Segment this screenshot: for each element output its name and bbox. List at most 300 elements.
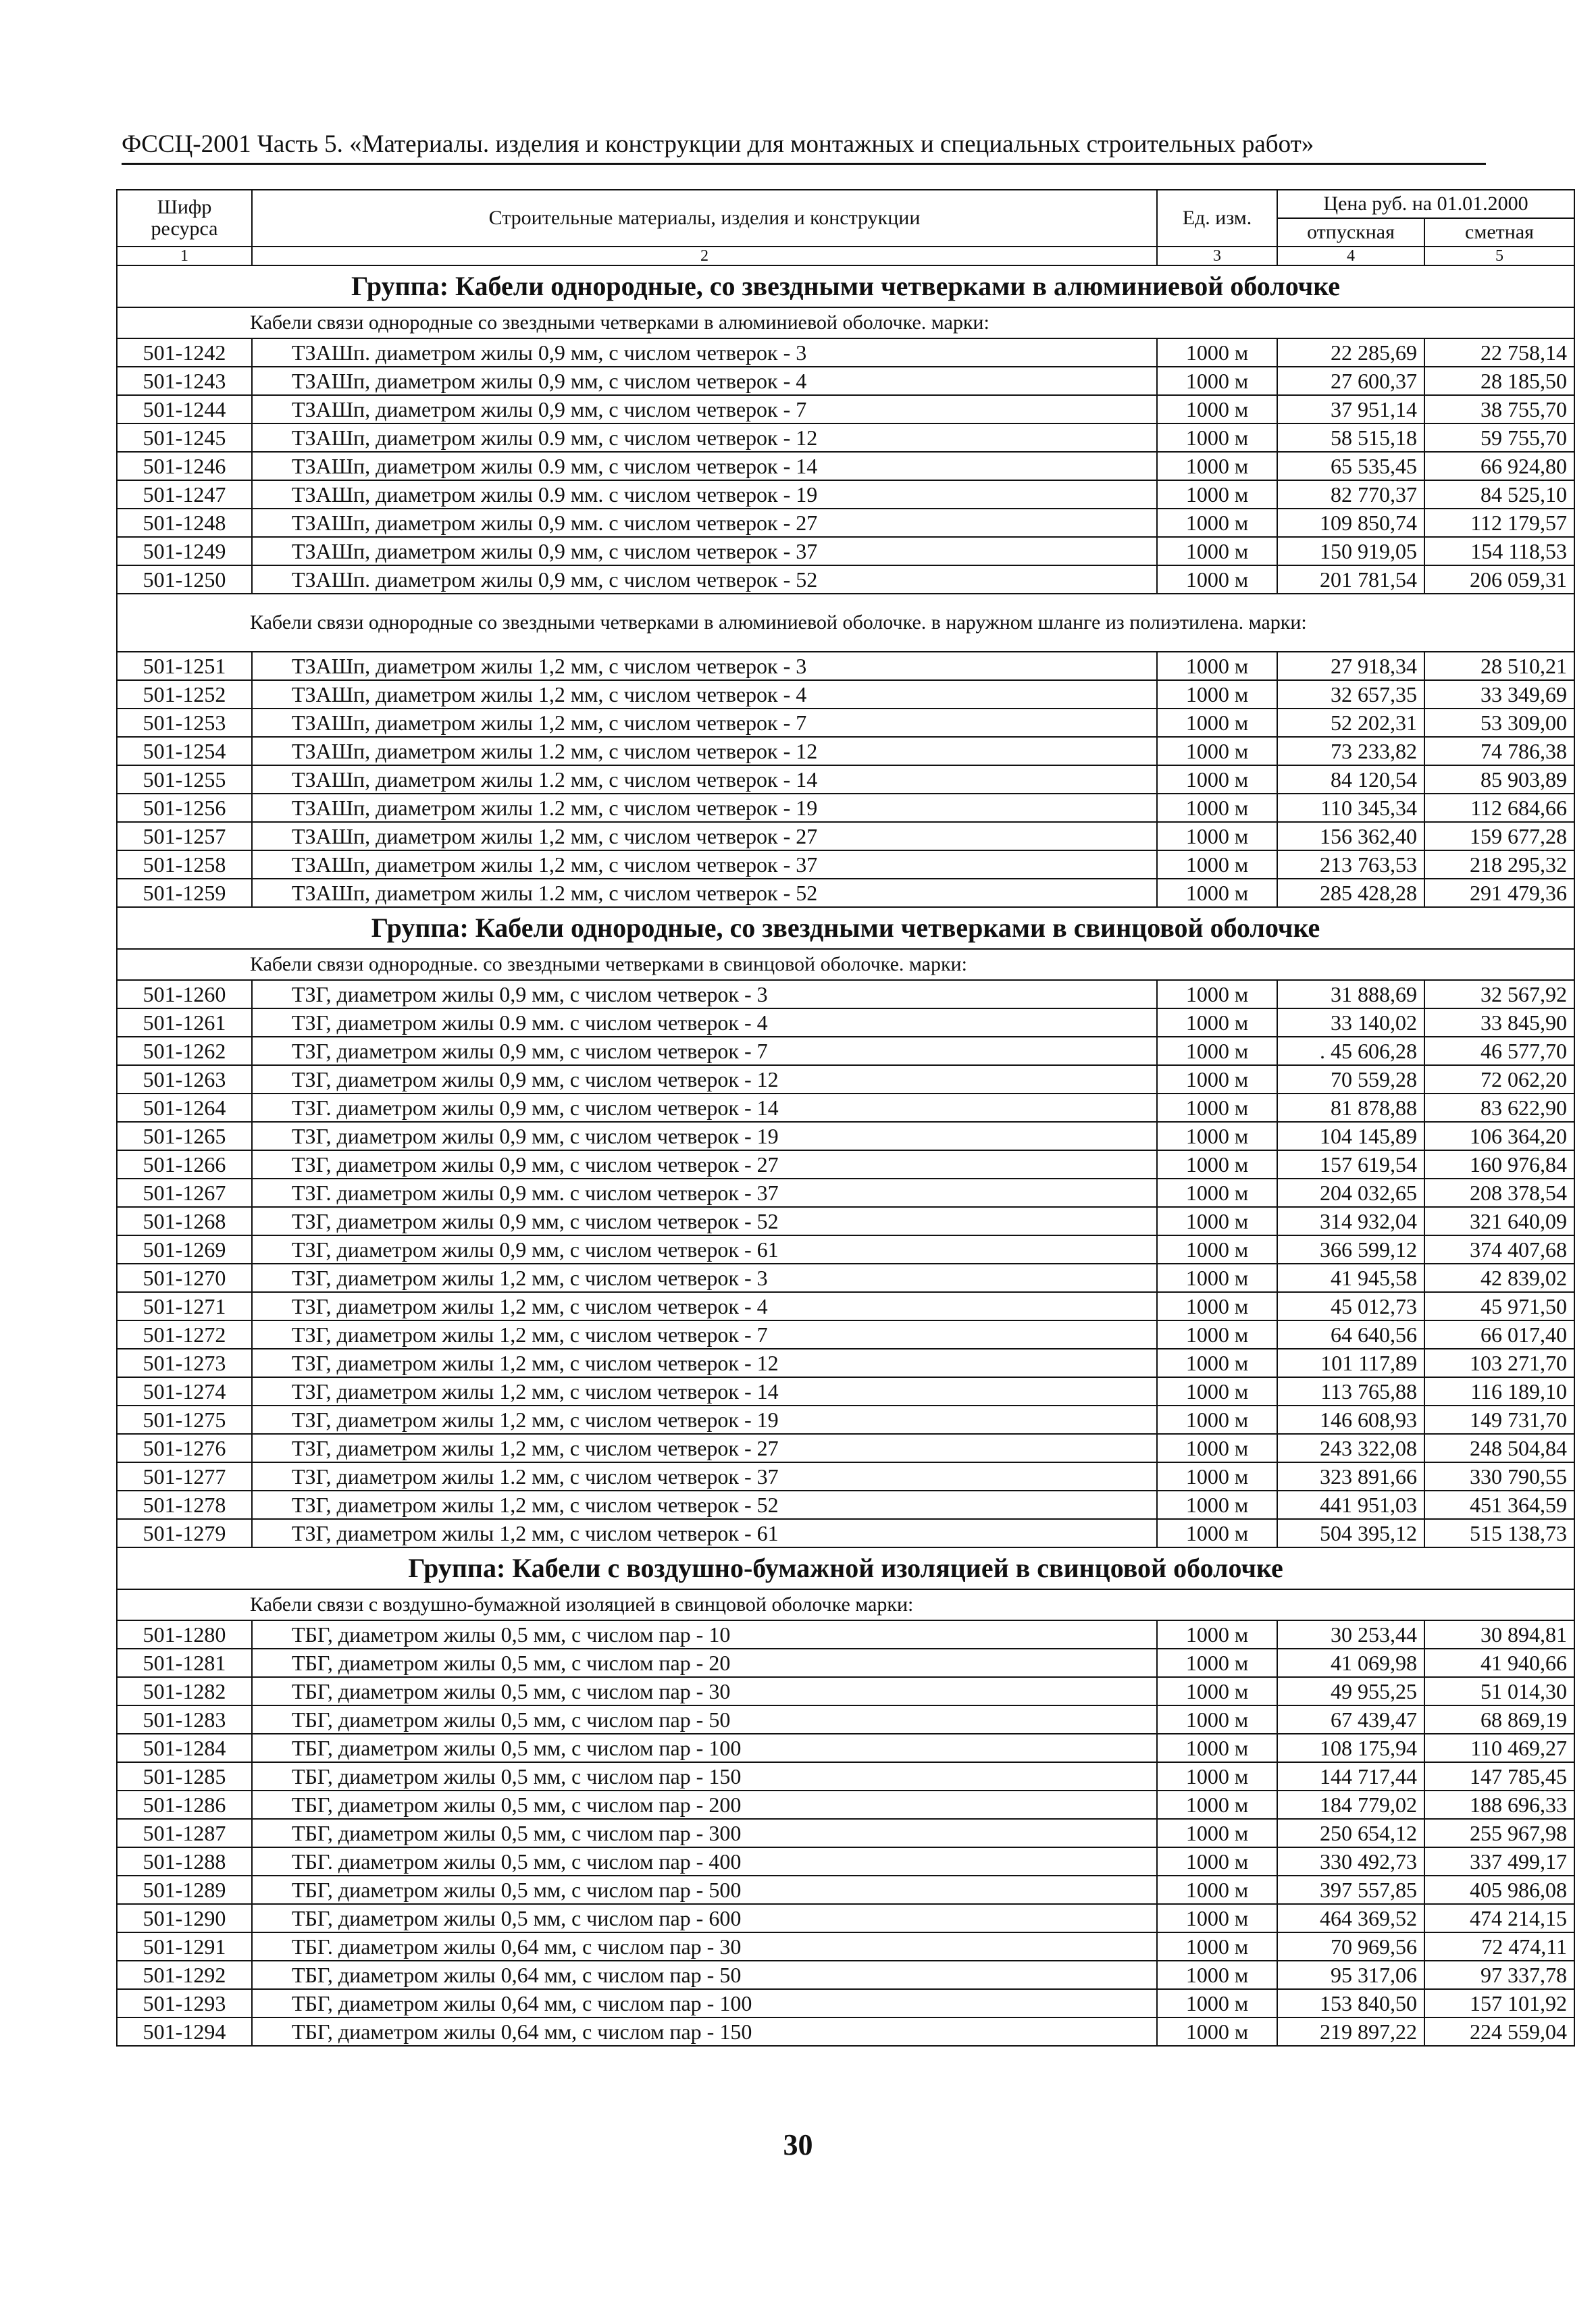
resource-code: 501-1288 bbox=[117, 1847, 252, 1876]
sale-price: 441 951,03 bbox=[1277, 1491, 1424, 1519]
resource-code: 501-1259 bbox=[117, 879, 252, 907]
material-name: ТЗГ, диаметром жилы 0,9 мм, с числом четверок - 27 bbox=[252, 1150, 1157, 1179]
table-row bbox=[117, 879, 1574, 907]
estimate-price: 218 295,32 bbox=[1424, 850, 1574, 879]
material-name: ТЗАШп, диаметром жилы 0.9 мм, с числом четверок - 12 bbox=[252, 423, 1157, 452]
estimate-price: 157 101,92 bbox=[1424, 1989, 1574, 2017]
estimate-price: 38 755,70 bbox=[1424, 395, 1574, 423]
estimate-price: 374 407,68 bbox=[1424, 1235, 1574, 1264]
estimate-price: 66 017,40 bbox=[1424, 1320, 1574, 1349]
table-row bbox=[117, 1122, 1574, 1150]
resource-code: 501-1244 bbox=[117, 395, 252, 423]
material-name: ТБГ, диаметром жилы 0,5 мм, с числом пар - 30 bbox=[252, 1677, 1157, 1705]
resource-code: 501-1287 bbox=[117, 1819, 252, 1847]
unit-of-measure: 1000 м bbox=[1157, 1519, 1277, 1547]
unit-of-measure: 1000 м bbox=[1157, 480, 1277, 509]
sale-price: 82 770,37 bbox=[1277, 480, 1424, 509]
table-row bbox=[117, 1207, 1574, 1235]
resource-code: 501-1282 bbox=[117, 1677, 252, 1705]
header-code: Шифр ресурса bbox=[117, 190, 252, 247]
sale-price: 109 850,74 bbox=[1277, 509, 1424, 537]
material-name: ТЗГ, диаметром жилы 1,2 мм, с числом четверок - 3 bbox=[252, 1264, 1157, 1292]
table-row bbox=[117, 367, 1574, 395]
table-row bbox=[117, 1620, 1574, 1649]
unit-of-measure: 1000 м bbox=[1157, 1150, 1277, 1179]
unit-of-measure: 1000 м bbox=[1157, 1491, 1277, 1519]
resource-code: 501-1269 bbox=[117, 1235, 252, 1264]
unit-of-measure: 1000 м bbox=[1157, 1932, 1277, 1961]
unit-of-measure: 1000 м bbox=[1157, 1264, 1277, 1292]
unit-of-measure: 1000 м bbox=[1157, 1320, 1277, 1349]
page-number: 30 bbox=[783, 2128, 813, 2161]
estimate-price: 45 971,50 bbox=[1424, 1292, 1574, 1320]
material-name: ТЗАШп, диаметром жилы 0.9 мм. с числом четверок - 19 bbox=[252, 480, 1157, 509]
estimate-price: 515 138,73 bbox=[1424, 1519, 1574, 1547]
table-row bbox=[117, 794, 1574, 822]
table-row bbox=[117, 1904, 1574, 1932]
group-title-row bbox=[117, 1547, 1574, 1589]
material-name: ТЗАШп, диаметром жилы 1.2 мм, с числом четверок - 19 bbox=[252, 794, 1157, 822]
sale-price: 49 955,25 bbox=[1277, 1677, 1424, 1705]
material-name: ТЗАШп, диаметром жилы 0.9 мм, с числом четверок - 14 bbox=[252, 452, 1157, 480]
sale-price: 41 945,58 bbox=[1277, 1264, 1424, 1292]
estimate-price: 451 364,59 bbox=[1424, 1491, 1574, 1519]
resource-code: 501-1255 bbox=[117, 765, 252, 794]
table-row bbox=[117, 1932, 1574, 1961]
unit-of-measure: 1000 м bbox=[1157, 1904, 1277, 1932]
sale-price: 330 492,73 bbox=[1277, 1847, 1424, 1876]
table-row bbox=[117, 2017, 1574, 2046]
resource-code: 501-1264 bbox=[117, 1094, 252, 1122]
table-row bbox=[117, 1876, 1574, 1904]
table-row bbox=[117, 1491, 1574, 1519]
table-row bbox=[117, 1150, 1574, 1179]
group-title: Группа: Кабели однородные, со звездными четверками в алюминиевой оболочке bbox=[117, 265, 1574, 307]
unit-of-measure: 1000 м bbox=[1157, 537, 1277, 565]
sale-price: 144 717,44 bbox=[1277, 1762, 1424, 1791]
estimate-price: 32 567,92 bbox=[1424, 980, 1574, 1008]
sale-price: 219 897,22 bbox=[1277, 2017, 1424, 2046]
table-row bbox=[117, 338, 1574, 367]
estimate-price: 42 839,02 bbox=[1424, 1264, 1574, 1292]
unit-of-measure: 1000 м bbox=[1157, 1677, 1277, 1705]
unit-of-measure: 1000 м bbox=[1157, 765, 1277, 794]
unit-of-measure: 1000 м bbox=[1157, 1847, 1277, 1876]
material-name: ТЗАШп, диаметром жилы 1.2 мм, с числом четверок - 14 bbox=[252, 765, 1157, 794]
material-name: ТЗГ, диаметром жилы 1,2 мм, с числом четверок - 19 bbox=[252, 1406, 1157, 1434]
estimate-price: 112 684,66 bbox=[1424, 794, 1574, 822]
table-row bbox=[117, 1377, 1574, 1406]
subsection-title: Кабели связи однородные со звездными четверками в алюминиевой оболочке. марки: bbox=[117, 307, 1574, 338]
group-title-row bbox=[117, 265, 1574, 307]
resource-code: 501-1270 bbox=[117, 1264, 252, 1292]
sale-price: 33 140,02 bbox=[1277, 1008, 1424, 1037]
sale-price: 204 032,65 bbox=[1277, 1179, 1424, 1207]
group-title: Группа: Кабели с воздушно-бумажной изоляцией в свинцовой оболочке bbox=[117, 1547, 1574, 1589]
table-row bbox=[117, 537, 1574, 565]
sale-price: 22 285,69 bbox=[1277, 338, 1424, 367]
unit-of-measure: 1000 м bbox=[1157, 850, 1277, 879]
table-header bbox=[117, 190, 1574, 265]
material-name: ТЗГ, диаметром жилы 0.9 мм. с числом четверок - 4 bbox=[252, 1008, 1157, 1037]
estimate-price: 84 525,10 bbox=[1424, 480, 1574, 509]
table-row bbox=[117, 980, 1574, 1008]
sale-price: 37 951,14 bbox=[1277, 395, 1424, 423]
sale-price: 110 345,34 bbox=[1277, 794, 1424, 822]
sale-price: 64 640,56 bbox=[1277, 1320, 1424, 1349]
table-row bbox=[117, 1961, 1574, 1989]
sale-price: 243 322,08 bbox=[1277, 1434, 1424, 1462]
material-name: ТЗАШп, диаметром жилы 0,9 мм, с числом четверок - 37 bbox=[252, 537, 1157, 565]
resource-code: 501-1271 bbox=[117, 1292, 252, 1320]
subsection-title: Кабели связи однородные со звездными четверками в алюминиевой оболочке. в наружном шланге из полиэтилена. марки: bbox=[117, 594, 1574, 652]
unit-of-measure: 1000 м bbox=[1157, 1377, 1277, 1406]
resource-code: 501-1254 bbox=[117, 737, 252, 765]
unit-of-measure: 1000 м bbox=[1157, 2017, 1277, 2046]
estimate-price: 22 758,14 bbox=[1424, 338, 1574, 367]
estimate-price: 59 755,70 bbox=[1424, 423, 1574, 452]
unit-of-measure: 1000 м bbox=[1157, 509, 1277, 537]
estimate-price: 83 622,90 bbox=[1424, 1094, 1574, 1122]
table-row bbox=[117, 1989, 1574, 2017]
estimate-price: 291 479,36 bbox=[1424, 879, 1574, 907]
material-name: ТБГ, диаметром жилы 0,5 мм, с числом пар - 150 bbox=[252, 1762, 1157, 1791]
unit-of-measure: 1000 м bbox=[1157, 1762, 1277, 1791]
unit-of-measure: 1000 м bbox=[1157, 1462, 1277, 1491]
resource-code: 501-1275 bbox=[117, 1406, 252, 1434]
subsection-title-row bbox=[117, 1589, 1574, 1620]
table-row bbox=[117, 1264, 1574, 1292]
material-name: ТБГ, диаметром жилы 0,5 мм, с числом пар - 200 bbox=[252, 1791, 1157, 1819]
table-row bbox=[117, 1179, 1574, 1207]
material-name: ТБГ, диаметром жилы 0,5 мм, с числом пар - 300 bbox=[252, 1819, 1157, 1847]
sale-price: 397 557,85 bbox=[1277, 1876, 1424, 1904]
material-name: ТБГ, диаметром жилы 0,5 мм, с числом пар - 600 bbox=[252, 1904, 1157, 1932]
sale-price: 213 763,53 bbox=[1277, 850, 1424, 879]
header-sale-price: отпускная bbox=[1277, 218, 1424, 247]
resource-code: 501-1273 bbox=[117, 1349, 252, 1377]
material-name: ТЗГ, диаметром жилы 1,2 мм, с числом четверок - 4 bbox=[252, 1292, 1157, 1320]
estimate-price: 149 731,70 bbox=[1424, 1406, 1574, 1434]
table-row bbox=[117, 1094, 1574, 1122]
sale-price: 146 608,93 bbox=[1277, 1406, 1424, 1434]
unit-of-measure: 1000 м bbox=[1157, 338, 1277, 367]
sale-price: 464 369,52 bbox=[1277, 1904, 1424, 1932]
unit-of-measure: 1000 м bbox=[1157, 1349, 1277, 1377]
unit-of-measure: 1000 м bbox=[1157, 1235, 1277, 1264]
estimate-price: 160 976,84 bbox=[1424, 1150, 1574, 1179]
table-row bbox=[117, 1320, 1574, 1349]
unit-of-measure: 1000 м bbox=[1157, 1620, 1277, 1649]
unit-of-measure: 1000 м bbox=[1157, 1791, 1277, 1819]
estimate-price: 28 510,21 bbox=[1424, 652, 1574, 680]
resource-code: 501-1281 bbox=[117, 1649, 252, 1677]
material-name: ТЗГ, диаметром жилы 0,9 мм, с числом четверок - 3 bbox=[252, 980, 1157, 1008]
sale-price: 157 619,54 bbox=[1277, 1150, 1424, 1179]
estimate-price: 103 271,70 bbox=[1424, 1349, 1574, 1377]
resource-code: 501-1285 bbox=[117, 1762, 252, 1791]
sale-price: 52 202,31 bbox=[1277, 709, 1424, 737]
unit-of-measure: 1000 м bbox=[1157, 1876, 1277, 1904]
estimate-price: 405 986,08 bbox=[1424, 1876, 1574, 1904]
table-row bbox=[117, 1847, 1574, 1876]
table-row bbox=[117, 1406, 1574, 1434]
resource-code: 501-1256 bbox=[117, 794, 252, 822]
resource-code: 501-1267 bbox=[117, 1179, 252, 1207]
column-number: 2 bbox=[252, 247, 1157, 265]
estimate-price: 337 499,17 bbox=[1424, 1847, 1574, 1876]
unit-of-measure: 1000 м bbox=[1157, 1734, 1277, 1762]
table-row bbox=[117, 1762, 1574, 1791]
table-row bbox=[117, 480, 1574, 509]
sale-price: 58 515,18 bbox=[1277, 423, 1424, 452]
resource-code: 501-1278 bbox=[117, 1491, 252, 1519]
estimate-price: 321 640,09 bbox=[1424, 1207, 1574, 1235]
resource-code: 501-1284 bbox=[117, 1734, 252, 1762]
table-body bbox=[117, 265, 1574, 2046]
unit-of-measure: 1000 м bbox=[1157, 980, 1277, 1008]
resource-code: 501-1258 bbox=[117, 850, 252, 879]
resource-code: 501-1262 bbox=[117, 1037, 252, 1065]
material-name: ТЗГ, диаметром жилы 0,9 мм, с числом четверок - 7 bbox=[252, 1037, 1157, 1065]
sale-price: 27 918,34 bbox=[1277, 652, 1424, 680]
table-row bbox=[117, 1519, 1574, 1547]
material-name: ТЗАШп, диаметром жилы 0,9 мм, с числом четверок - 7 bbox=[252, 395, 1157, 423]
subsection-title-row bbox=[117, 307, 1574, 338]
unit-of-measure: 1000 м bbox=[1157, 1037, 1277, 1065]
sale-price: 323 891,66 bbox=[1277, 1462, 1424, 1491]
material-name: ТЗАШп, диаметром жилы 0,9 мм, с числом четверок - 4 bbox=[252, 367, 1157, 395]
table-row bbox=[117, 765, 1574, 794]
material-name: ТБГ, диаметром жилы 0,64 мм, с числом пар - 50 bbox=[252, 1961, 1157, 1989]
column-number: 4 bbox=[1277, 247, 1424, 265]
resource-code: 501-1265 bbox=[117, 1122, 252, 1150]
resource-code: 501-1250 bbox=[117, 565, 252, 594]
table-row bbox=[117, 509, 1574, 537]
material-name: ТБГ, диаметром жилы 0,5 мм, с числом пар - 100 bbox=[252, 1734, 1157, 1762]
material-name: ТБГ, диаметром жилы 0,5 мм, с числом пар - 20 bbox=[252, 1649, 1157, 1677]
estimate-price: 68 869,19 bbox=[1424, 1705, 1574, 1734]
resource-code: 501-1253 bbox=[117, 709, 252, 737]
material-name: ТЗГ. диаметром жилы 0,9 мм, с числом четверок - 14 bbox=[252, 1094, 1157, 1122]
resource-code: 501-1268 bbox=[117, 1207, 252, 1235]
unit-of-measure: 1000 м bbox=[1157, 1179, 1277, 1207]
sale-price: 73 233,82 bbox=[1277, 737, 1424, 765]
material-name: ТЗГ, диаметром жилы 1,2 мм, с числом четверок - 52 bbox=[252, 1491, 1157, 1519]
header-price: Цена руб. на 01.01.2000 bbox=[1277, 190, 1574, 218]
column-number: 1 bbox=[117, 247, 252, 265]
estimate-price: 85 903,89 bbox=[1424, 765, 1574, 794]
resource-code: 501-1242 bbox=[117, 338, 252, 367]
group-title-row bbox=[117, 907, 1574, 949]
resource-code: 501-1283 bbox=[117, 1705, 252, 1734]
sale-price: 70 559,28 bbox=[1277, 1065, 1424, 1094]
sale-price: 156 362,40 bbox=[1277, 822, 1424, 850]
material-name: ТЗГ, диаметром жилы 1,2 мм, с числом четверок - 27 bbox=[252, 1434, 1157, 1462]
resource-code: 501-1290 bbox=[117, 1904, 252, 1932]
estimate-price: 110 469,27 bbox=[1424, 1734, 1574, 1762]
resource-code: 501-1272 bbox=[117, 1320, 252, 1349]
unit-of-measure: 1000 м bbox=[1157, 879, 1277, 907]
material-name: ТЗГ, диаметром жилы 1,2 мм, с числом четверок - 7 bbox=[252, 1320, 1157, 1349]
resource-code: 501-1247 bbox=[117, 480, 252, 509]
resource-code: 501-1252 bbox=[117, 680, 252, 709]
estimate-price: 33 349,69 bbox=[1424, 680, 1574, 709]
resource-code: 501-1274 bbox=[117, 1377, 252, 1406]
estimate-price: 116 189,10 bbox=[1424, 1377, 1574, 1406]
resource-code: 501-1260 bbox=[117, 980, 252, 1008]
resource-code: 501-1251 bbox=[117, 652, 252, 680]
unit-of-measure: 1000 м bbox=[1157, 1705, 1277, 1734]
sale-price: 70 969,56 bbox=[1277, 1932, 1424, 1961]
unit-of-measure: 1000 м bbox=[1157, 737, 1277, 765]
unit-of-measure: 1000 м bbox=[1157, 1207, 1277, 1235]
sale-price: 150 919,05 bbox=[1277, 537, 1424, 565]
table-row bbox=[117, 1065, 1574, 1094]
material-name: ТЗАШп, диаметром жилы 1,2 мм, с числом четверок - 37 bbox=[252, 850, 1157, 879]
material-name: ТЗГ, диаметром жилы 0,9 мм, с числом четверок - 12 bbox=[252, 1065, 1157, 1094]
unit-of-measure: 1000 м bbox=[1157, 1434, 1277, 1462]
table-row bbox=[117, 680, 1574, 709]
subsection-title: Кабели связи однородные. со звездными четверками в свинцовой оболочке. марки: bbox=[117, 949, 1574, 980]
unit-of-measure: 1000 м bbox=[1157, 565, 1277, 594]
table-row bbox=[117, 423, 1574, 452]
subsection-title-row bbox=[117, 949, 1574, 980]
sale-price: 32 657,35 bbox=[1277, 680, 1424, 709]
resource-code: 501-1246 bbox=[117, 452, 252, 480]
table-row bbox=[117, 1819, 1574, 1847]
material-name: ТЗГ, диаметром жилы 1,2 мм, с числом четверок - 12 bbox=[252, 1349, 1157, 1377]
unit-of-measure: 1000 м bbox=[1157, 1065, 1277, 1094]
unit-of-measure: 1000 м bbox=[1157, 395, 1277, 423]
material-name: ТБГ, диаметром жилы 0,5 мм, с числом пар - 500 bbox=[252, 1876, 1157, 1904]
resource-code: 501-1289 bbox=[117, 1876, 252, 1904]
subsection-title-row bbox=[117, 594, 1574, 652]
material-name: ТБГ, диаметром жилы 0,64 мм, с числом пар - 100 bbox=[252, 1989, 1157, 2017]
resource-code: 501-1294 bbox=[117, 2017, 252, 2046]
estimate-price: 224 559,04 bbox=[1424, 2017, 1574, 2046]
resource-code: 501-1261 bbox=[117, 1008, 252, 1037]
material-name: ТЗГ, диаметром жилы 1.2 мм, с числом четверок - 37 bbox=[252, 1462, 1157, 1491]
estimate-price: 51 014,30 bbox=[1424, 1677, 1574, 1705]
estimate-price: 255 967,98 bbox=[1424, 1819, 1574, 1847]
estimate-price: 206 059,31 bbox=[1424, 565, 1574, 594]
unit-of-measure: 1000 м bbox=[1157, 1961, 1277, 1989]
material-name: ТЗАШп. диаметром жилы 0,9 мм, с числом четверок - 3 bbox=[252, 338, 1157, 367]
table-row bbox=[117, 1791, 1574, 1819]
material-name: ТЗАШп, диаметром жилы 1,2 мм, с числом четверок - 7 bbox=[252, 709, 1157, 737]
resource-code: 501-1279 bbox=[117, 1519, 252, 1547]
unit-of-measure: 1000 м bbox=[1157, 367, 1277, 395]
estimate-price: 46 577,70 bbox=[1424, 1037, 1574, 1065]
unit-of-measure: 1000 м bbox=[1157, 1122, 1277, 1150]
unit-of-measure: 1000 м bbox=[1157, 1292, 1277, 1320]
unit-of-measure: 1000 м bbox=[1157, 423, 1277, 452]
resource-code: 501-1286 bbox=[117, 1791, 252, 1819]
material-name: ТЗАШп, диаметром жилы 1.2 мм, с числом четверок - 52 bbox=[252, 879, 1157, 907]
table-row bbox=[117, 1677, 1574, 1705]
material-name: ТБГ, диаметром жилы 0,5 мм, с числом пар - 10 bbox=[252, 1620, 1157, 1649]
resource-code: 501-1248 bbox=[117, 509, 252, 537]
unit-of-measure: 1000 м bbox=[1157, 1008, 1277, 1037]
sale-price: 285 428,28 bbox=[1277, 879, 1424, 907]
material-name: ТЗАШп, диаметром жилы 1,2 мм, с числом четверок - 3 bbox=[252, 652, 1157, 680]
header-estimate-price: сметная bbox=[1424, 218, 1574, 247]
unit-of-measure: 1000 м bbox=[1157, 822, 1277, 850]
unit-of-measure: 1000 м bbox=[1157, 709, 1277, 737]
unit-of-measure: 1000 м bbox=[1157, 652, 1277, 680]
sale-price: 101 117,89 bbox=[1277, 1349, 1424, 1377]
group-title: Группа: Кабели однородные, со звездными четверками в свинцовой оболочке bbox=[117, 907, 1574, 949]
unit-of-measure: 1000 м bbox=[1157, 1406, 1277, 1434]
sale-price: 45 012,73 bbox=[1277, 1292, 1424, 1320]
material-name: ТЗАШп. диаметром жилы 0,9 мм, с числом четверок - 52 bbox=[252, 565, 1157, 594]
column-number: 5 bbox=[1424, 247, 1574, 265]
sale-price: 65 535,45 bbox=[1277, 452, 1424, 480]
estimate-price: 66 924,80 bbox=[1424, 452, 1574, 480]
table-row bbox=[117, 850, 1574, 879]
sale-price: 95 317,06 bbox=[1277, 1961, 1424, 1989]
sale-price: 201 781,54 bbox=[1277, 565, 1424, 594]
table-row bbox=[117, 1037, 1574, 1065]
estimate-price: 33 845,90 bbox=[1424, 1008, 1574, 1037]
unit-of-measure: 1000 м bbox=[1157, 452, 1277, 480]
estimate-price: 154 118,53 bbox=[1424, 537, 1574, 565]
header-name: Строительные материалы, изделия и конструкции bbox=[252, 190, 1157, 247]
table-row bbox=[117, 1462, 1574, 1491]
table-row bbox=[117, 1434, 1574, 1462]
material-name: ТЗАШп, диаметром жилы 1.2 мм, с числом четверок - 12 bbox=[252, 737, 1157, 765]
sale-price: 504 395,12 bbox=[1277, 1519, 1424, 1547]
sale-price: 31 888,69 bbox=[1277, 980, 1424, 1008]
estimate-price: 474 214,15 bbox=[1424, 1904, 1574, 1932]
material-name: ТБГ, диаметром жилы 0,64 мм, с числом пар - 150 bbox=[252, 2017, 1157, 2046]
unit-of-measure: 1000 м bbox=[1157, 1819, 1277, 1847]
resource-code: 501-1243 bbox=[117, 367, 252, 395]
resource-code: 501-1245 bbox=[117, 423, 252, 452]
estimate-price: 248 504,84 bbox=[1424, 1434, 1574, 1462]
resource-code: 501-1277 bbox=[117, 1462, 252, 1491]
table-row bbox=[117, 1008, 1574, 1037]
material-name: ТЗАШп, диаметром жилы 1,2 мм, с числом четверок - 4 bbox=[252, 680, 1157, 709]
table-row bbox=[117, 565, 1574, 594]
estimate-price: 208 378,54 bbox=[1424, 1179, 1574, 1207]
sale-price: 67 439,47 bbox=[1277, 1705, 1424, 1734]
sale-price: . 45 606,28 bbox=[1277, 1037, 1424, 1065]
table-row bbox=[117, 1235, 1574, 1264]
table-row bbox=[117, 1705, 1574, 1734]
resource-code: 501-1266 bbox=[117, 1150, 252, 1179]
unit-of-measure: 1000 м bbox=[1157, 680, 1277, 709]
resource-code: 501-1257 bbox=[117, 822, 252, 850]
sale-price: 184 779,02 bbox=[1277, 1791, 1424, 1819]
resource-code: 501-1249 bbox=[117, 537, 252, 565]
estimate-price: 30 894,81 bbox=[1424, 1620, 1574, 1649]
estimate-price: 72 062,20 bbox=[1424, 1065, 1574, 1094]
material-name: ТЗГ, диаметром жилы 1,2 мм, с числом четверок - 14 bbox=[252, 1377, 1157, 1406]
estimate-price: 112 179,57 bbox=[1424, 509, 1574, 537]
estimate-price: 97 337,78 bbox=[1424, 1961, 1574, 1989]
price-table bbox=[116, 189, 1575, 2047]
table-row bbox=[117, 1349, 1574, 1377]
sale-price: 108 175,94 bbox=[1277, 1734, 1424, 1762]
estimate-price: 106 364,20 bbox=[1424, 1122, 1574, 1150]
table-row bbox=[117, 1292, 1574, 1320]
table-row bbox=[117, 452, 1574, 480]
sale-price: 314 932,04 bbox=[1277, 1207, 1424, 1235]
estimate-price: 159 677,28 bbox=[1424, 822, 1574, 850]
material-name: ТБГ. диаметром жилы 0,64 мм, с числом пар - 30 bbox=[252, 1932, 1157, 1961]
